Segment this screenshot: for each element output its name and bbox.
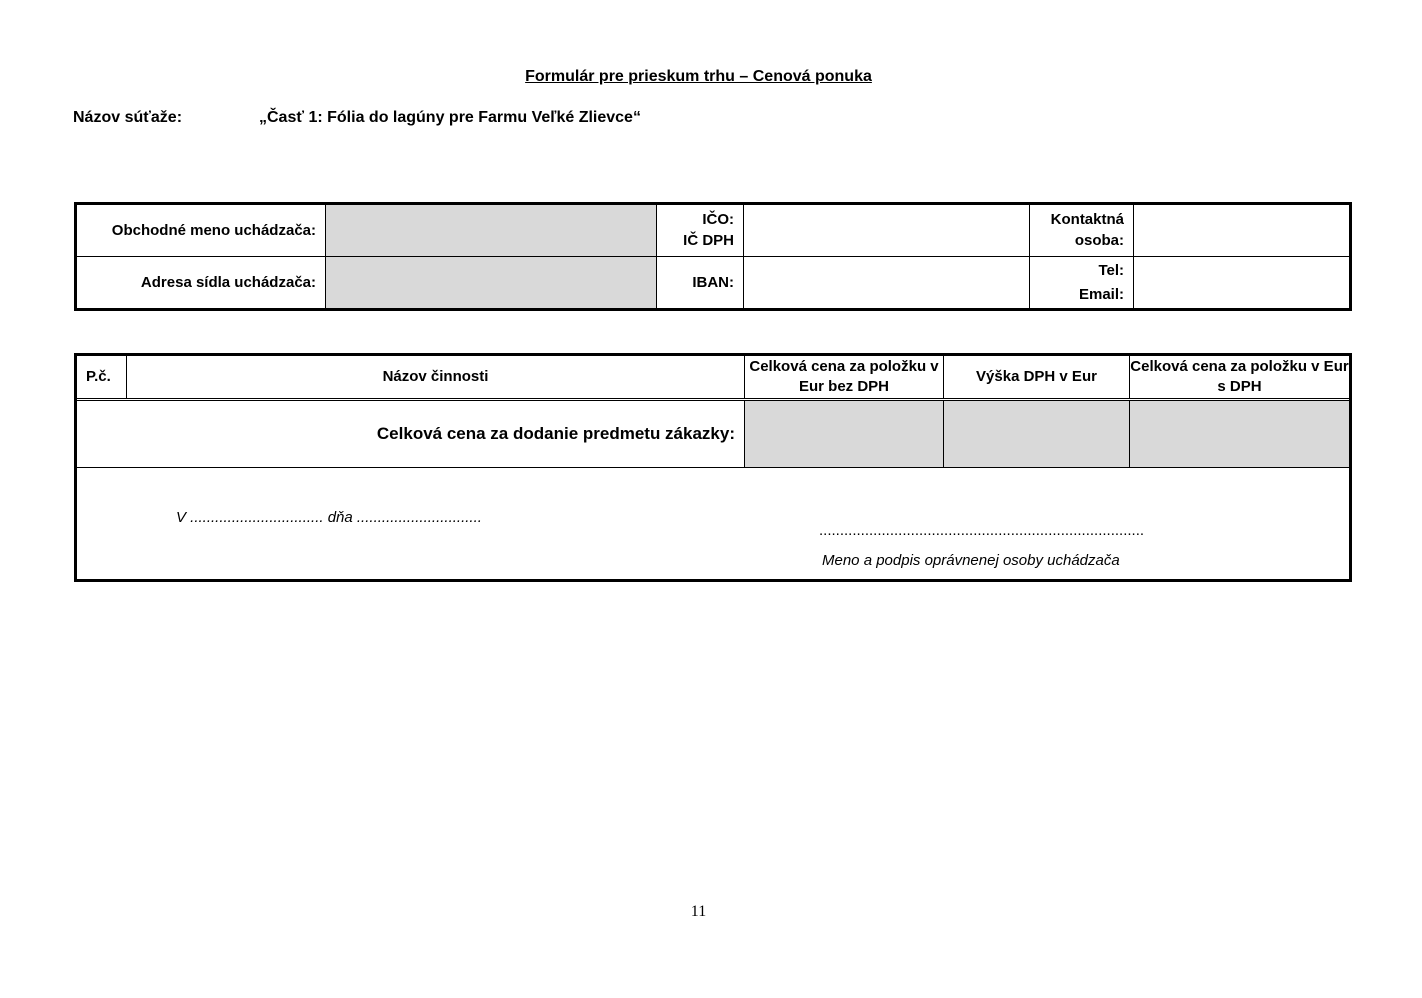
contact-person-field[interactable] [1134, 205, 1349, 257]
signature-line[interactable]: .............................................................................. [819, 522, 1145, 539]
col-header-no: P.č. [77, 356, 127, 398]
iban-field[interactable] [744, 257, 1030, 309]
price-table-header [77, 356, 1349, 401]
iban-label-text: IBAN: [692, 273, 734, 291]
tel-label-text: Tel: [1098, 262, 1124, 280]
tel-email-label [1030, 257, 1134, 309]
ico-label [657, 205, 744, 257]
col-header-vat-amount: Výška DPH v Eur [944, 356, 1130, 398]
col-header-price-excl-vat: Celková cena za položku v Eur bez DPH [745, 356, 944, 398]
total-price-label: Celková cena za dodanie predmetu zákazky: [77, 401, 745, 467]
tel-email-field[interactable] [1134, 257, 1349, 309]
business-name-label-text: Obchodné meno uchádzača: [111, 221, 316, 239]
ico-field[interactable] [744, 205, 1030, 257]
ic-dph-label-text: IČ DPH [683, 232, 734, 250]
price-table [74, 353, 1352, 582]
total-price-excl-vat-field[interactable] [745, 401, 944, 467]
total-price-row [77, 401, 1349, 468]
iban-label [657, 257, 744, 309]
ico-label-text: IČO: [702, 211, 734, 229]
address-label-text: Adresa sídla uchádzača: [140, 273, 316, 291]
col-header-price-incl-vat: Celková cena za položku v Eur s DPH [1130, 358, 1349, 395]
page-number: 11 [690, 903, 707, 920]
contact-person-label-line1: Kontaktná [1050, 211, 1124, 229]
applicant-info-table [74, 202, 1352, 311]
document-title: Formulár pre prieskum trhu – Cenová ponuka [525, 68, 872, 85]
address-field[interactable] [326, 257, 657, 309]
place-date-line[interactable]: V ................................ dňa .............................. [176, 509, 482, 526]
signature-caption: Meno a podpis oprávnenej osoby uchádzača [822, 552, 1120, 569]
contact-person-label-line2: osoba: [1074, 232, 1124, 250]
contest-name-value: „Časť 1: Fólia do lagúny pre Farmu Veľké Zlievce“ [259, 109, 641, 126]
total-price-incl-vat-field[interactable] [1130, 401, 1349, 467]
business-name-field[interactable] [326, 205, 657, 257]
col-header-activity: Názov činnosti [127, 356, 745, 398]
signature-area [77, 468, 1349, 579]
address-label [77, 257, 326, 309]
business-name-label [77, 205, 326, 257]
contest-name-label: Názov súťaže: [73, 109, 183, 126]
email-label-text: Email: [1078, 286, 1124, 304]
total-vat-field[interactable] [944, 401, 1130, 467]
contact-person-label [1030, 205, 1134, 257]
